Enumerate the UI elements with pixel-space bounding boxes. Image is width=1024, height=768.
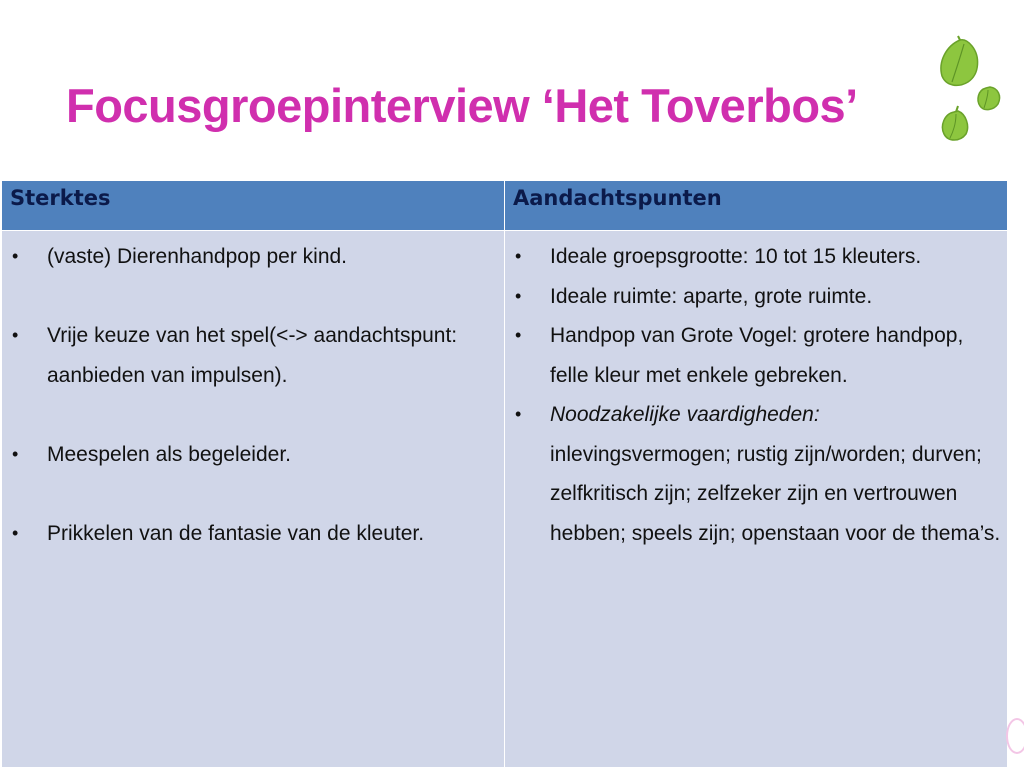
list-item: • Prikkelen van de fantasie van de kleuter.: [2, 514, 504, 554]
list-item: • Ideale groepsgrootte: 10 tot 15 kleuters.: [505, 237, 1007, 277]
aandachtspunten-list: [505, 231, 1007, 553]
table-row: [2, 231, 1008, 768]
table-header-row: [2, 181, 1008, 231]
list-item: • Vrije keuze van het spel(<-> aandachtspunt: aanbieden van impulsen).: [2, 316, 504, 395]
aandachtspunten-cell: [505, 231, 1008, 768]
header-aandachtspunten: Aandachtspunten: [505, 181, 1008, 231]
bullet-icon: •: [515, 246, 522, 266]
slide-title: Focusgroepinterview ‘Het Toverbos’: [66, 79, 858, 132]
sterktes-cell: [2, 231, 505, 768]
list-item: [505, 395, 1007, 553]
bullet-icon: •: [12, 246, 19, 266]
bullet-icon: •: [515, 325, 522, 345]
list-item: • Handpop van Grote Vogel: grotere handpop, felle kleur met enkele gebreken.: [505, 316, 1007, 395]
list-item: • (vaste) Dierenhandpop per kind.: [2, 237, 504, 277]
vaardigheden-label: Noodzakelijke vaardigheden:: [550, 403, 820, 426]
focus-table: [1, 180, 1008, 768]
bullet-icon: •: [515, 404, 522, 424]
header-sterktes: Sterktes: [2, 181, 505, 231]
sterktes-list: [2, 231, 504, 553]
bullet-icon: •: [515, 285, 522, 306]
list-item: • Ideale ruimte: aparte, grote ruimte.: [505, 277, 1007, 317]
bullet-icon: •: [12, 443, 19, 464]
leaf-icon: [928, 32, 1008, 150]
bullet-icon: •: [12, 325, 19, 345]
list-item: • Meespelen als begeleider.: [2, 435, 504, 475]
vaardigheden-text: inlevingsvermogen; rustig zijn/worden; durven; zelfkritisch zijn; zelfzeker zijn en vertrouwen hebben; speels zijn; openstaan voor de thema’s.: [550, 442, 1001, 545]
decorative-circle: [1006, 718, 1024, 754]
bullet-icon: •: [12, 522, 19, 543]
